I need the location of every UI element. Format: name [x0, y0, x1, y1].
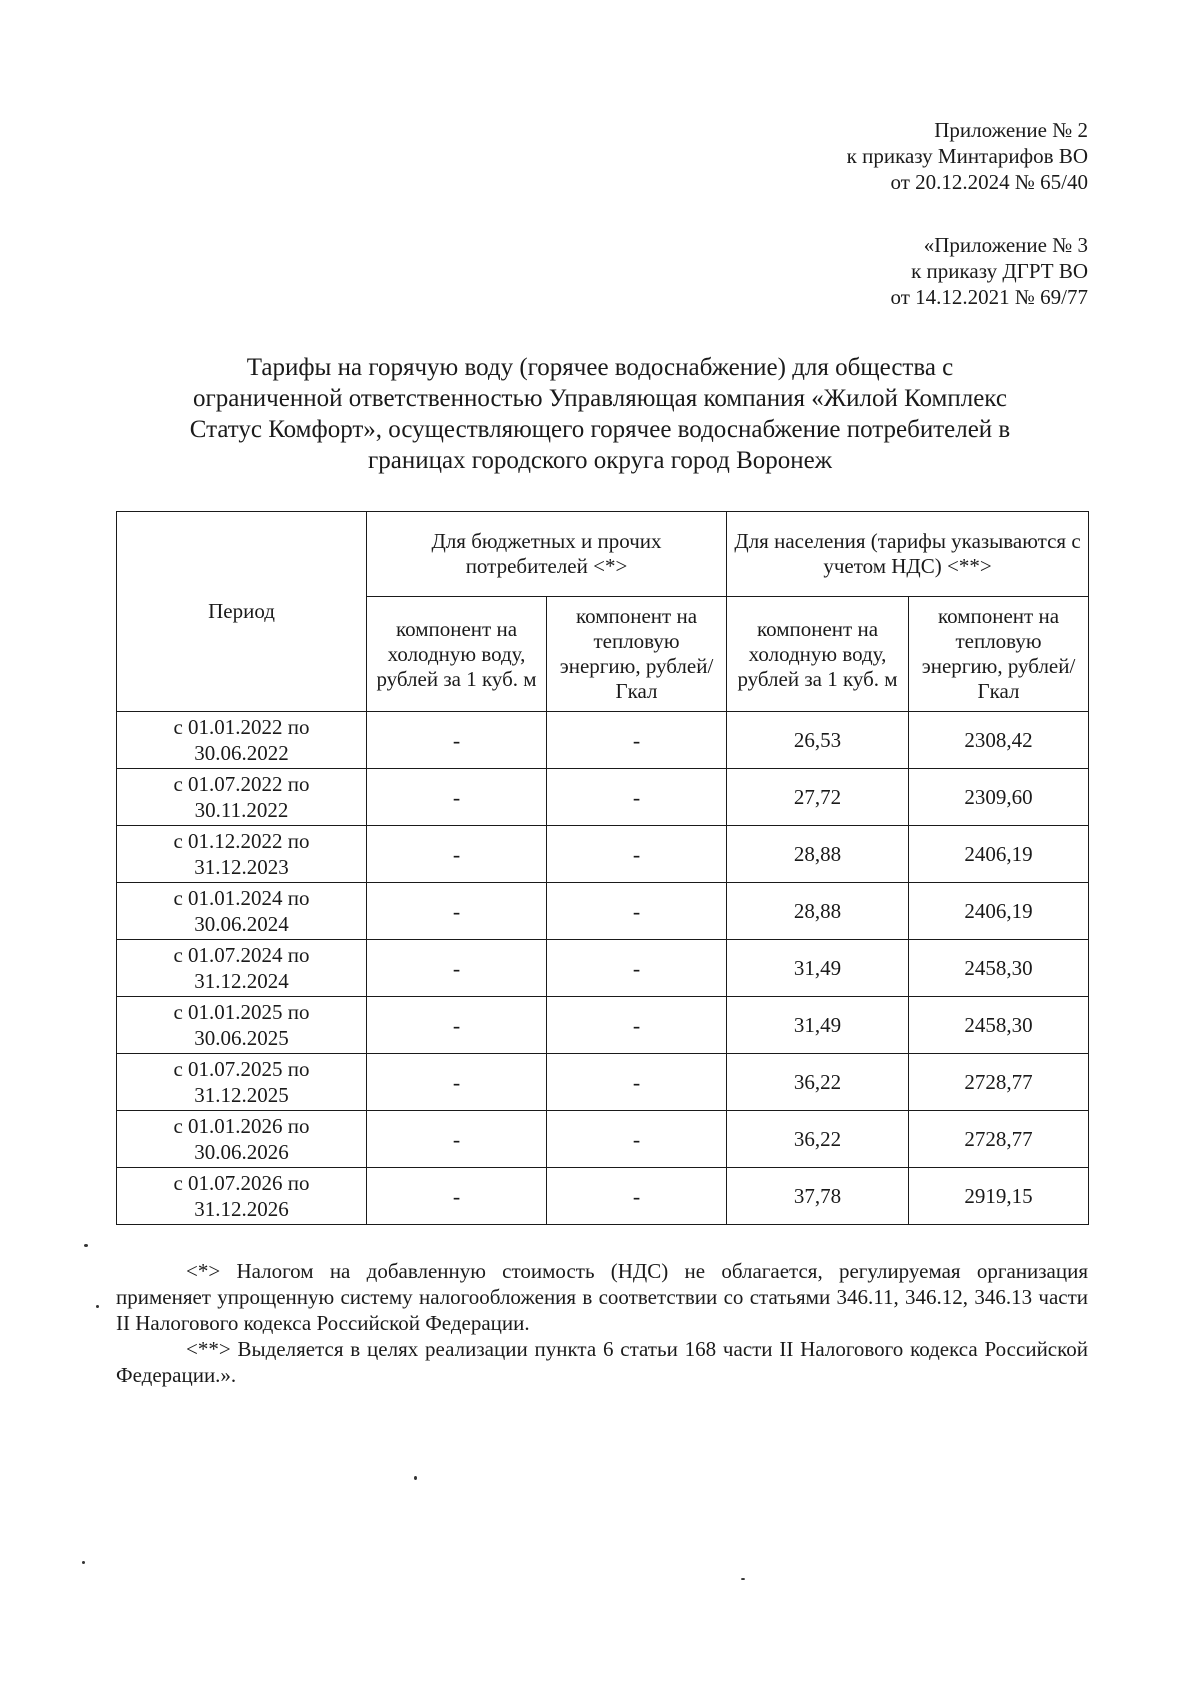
scan-speck	[96, 1305, 99, 1308]
population-heat-energy-value: 2919,15	[909, 1168, 1089, 1225]
budget-cold-water-value: -	[367, 940, 547, 997]
period-from: с 01.07.2025 по	[173, 1057, 310, 1081]
budget-cold-water-value: -	[367, 712, 547, 769]
budget-cold-water-value: -	[367, 1054, 547, 1111]
period-header: Период	[117, 512, 367, 712]
population-heat-energy-header: компонент на тепловую энергию, рублей/Гкал	[909, 597, 1089, 712]
budget-heat-energy-value: -	[547, 940, 727, 997]
appendix-2-line-1: «Приложение № 3	[923, 233, 1088, 257]
appendix-2-line-2: к приказу ДГРТ ВО	[911, 259, 1088, 283]
period-from: с 01.07.2022 по	[173, 772, 310, 796]
period-cell	[117, 826, 367, 883]
budget-heat-energy-value: -	[547, 883, 727, 940]
population-cold-water-header: компонент на холодную воду, рублей за 1 куб. м	[727, 597, 909, 712]
period-to: 31.12.2023	[194, 855, 289, 879]
period-from: с 01.01.2022 по	[173, 715, 310, 739]
population-heat-energy-value: 2406,19	[909, 826, 1089, 883]
population-cold-water-value: 37,78	[727, 1168, 909, 1225]
table-row	[117, 826, 1089, 883]
population-cold-water-value: 36,22	[727, 1054, 909, 1111]
period-from: с 01.01.2026 по	[173, 1114, 310, 1138]
population-heat-energy-value: 2406,19	[909, 883, 1089, 940]
population-cold-water-value: 27,72	[727, 769, 909, 826]
budget-heat-energy-header: компонент на тепловую энергию, рублей/Гкал	[547, 597, 727, 712]
period-cell	[117, 883, 367, 940]
period-cell	[117, 1054, 367, 1111]
table-row	[117, 1054, 1089, 1111]
population-heat-energy-value: 2458,30	[909, 997, 1089, 1054]
budget-heat-energy-value: -	[547, 997, 727, 1054]
population-heat-energy-value: 2458,30	[909, 940, 1089, 997]
appendix-1-line-2: к приказу Минтарифов ВО	[846, 144, 1088, 168]
period-to: 30.06.2025	[194, 1026, 289, 1050]
period-to: 31.12.2026	[194, 1197, 289, 1221]
population-heat-energy-value: 2309,60	[909, 769, 1089, 826]
title-line-1: Тарифы на горячую воду (горячее водоснабжение) для общества с	[246, 354, 954, 381]
tariff-table-body	[117, 712, 1089, 1225]
period-from: с 01.01.2024 по	[173, 886, 310, 910]
table-row	[117, 712, 1089, 769]
table-row	[117, 997, 1089, 1054]
appendix-reference-2	[890, 232, 1088, 310]
budget-cold-water-value: -	[367, 883, 547, 940]
period-cell	[117, 940, 367, 997]
period-cell	[117, 997, 367, 1054]
scan-speck	[414, 1476, 417, 1480]
budget-heat-energy-value: -	[547, 1111, 727, 1168]
population-cold-water-value: 31,49	[727, 997, 909, 1054]
period-to: 30.11.2022	[194, 798, 289, 822]
budget-cold-water-value: -	[367, 997, 547, 1054]
title-line-4: границах городского округа город Воронеж	[367, 447, 833, 474]
population-heat-energy-value: 2728,77	[909, 1054, 1089, 1111]
period-to: 30.06.2026	[194, 1140, 289, 1164]
population-cold-water-value: 28,88	[727, 883, 909, 940]
budget-cold-water-value: -	[367, 769, 547, 826]
population-cold-water-value: 31,49	[727, 940, 909, 997]
budget-cold-water-value: -	[367, 1168, 547, 1225]
period-from: с 01.01.2025 по	[173, 1000, 310, 1024]
title-line-2: ограниченной ответственностью Управляющая компания «Жилой Комплекс	[193, 385, 1007, 412]
table-row	[117, 769, 1089, 826]
budget-heat-energy-value: -	[547, 826, 727, 883]
period-from: с 01.12.2022 по	[173, 829, 310, 853]
table-row	[117, 1111, 1089, 1168]
population-heat-energy-value: 2308,42	[909, 712, 1089, 769]
tariff-table	[116, 511, 1089, 1225]
period-from: с 01.07.2024 по	[173, 943, 310, 967]
period-to: 31.12.2024	[194, 969, 289, 993]
document-title	[120, 352, 1080, 476]
population-cold-water-value: 36,22	[727, 1111, 909, 1168]
table-row	[117, 1168, 1089, 1225]
budget-heat-energy-value: -	[547, 1054, 727, 1111]
period-to: 31.12.2025	[194, 1083, 289, 1107]
scan-speck	[741, 1578, 745, 1580]
budget-heat-energy-value: -	[547, 712, 727, 769]
period-to: 30.06.2022	[194, 741, 289, 765]
period-cell	[117, 1168, 367, 1225]
scan-speck	[84, 1244, 88, 1247]
period-from: с 01.07.2026 по	[173, 1171, 310, 1195]
period-cell	[117, 769, 367, 826]
population-heat-energy-value: 2728,77	[909, 1111, 1089, 1168]
table-row	[117, 940, 1089, 997]
budget-cold-water-value: -	[367, 1111, 547, 1168]
period-cell	[117, 712, 367, 769]
population-cold-water-value: 28,88	[727, 826, 909, 883]
budget-cold-water-value: -	[367, 826, 547, 883]
title-line-3: Статус Комфорт», осуществляющего горячее водоснабжение потребителей в	[189, 416, 1011, 443]
table-row	[117, 883, 1089, 940]
budget-heat-energy-value: -	[547, 769, 727, 826]
footnotes	[116, 1258, 1088, 1388]
footnote-1: <*> Налогом на добавленную стоимость (НДС) не облагается, регулируемая организация применяет упрощенную систему налогообложения в соответствии со статьями 346.11, 346.12, 346.13 части II Налогового кодекса Российской Федерации.	[116, 1259, 1088, 1335]
appendix-2-line-3: от 14.12.2021 № 69/77	[890, 285, 1088, 309]
scan-speck	[82, 1561, 85, 1564]
population-cold-water-value: 26,53	[727, 712, 909, 769]
period-cell	[117, 1111, 367, 1168]
footnote-2: <**> Выделяется в целях реализации пункта 6 статьи 168 части II Налогового кодекса Российской Федерации.».	[116, 1337, 1088, 1387]
budget-cold-water-header: компонент на холодную воду, рублей за 1 куб. м	[367, 597, 547, 712]
population-header: Для населения (тарифы указываются с учетом НДС) <**>	[727, 512, 1089, 597]
appendix-1-line-3: от 20.12.2024 № 65/40	[890, 170, 1088, 194]
budget-consumers-header: Для бюджетных и прочих потребителей <*>	[367, 512, 727, 597]
appendix-reference-1	[847, 117, 1088, 195]
appendix-1-line-1: Приложение № 2	[934, 118, 1088, 142]
period-to: 30.06.2024	[194, 912, 289, 936]
budget-heat-energy-value: -	[547, 1168, 727, 1225]
